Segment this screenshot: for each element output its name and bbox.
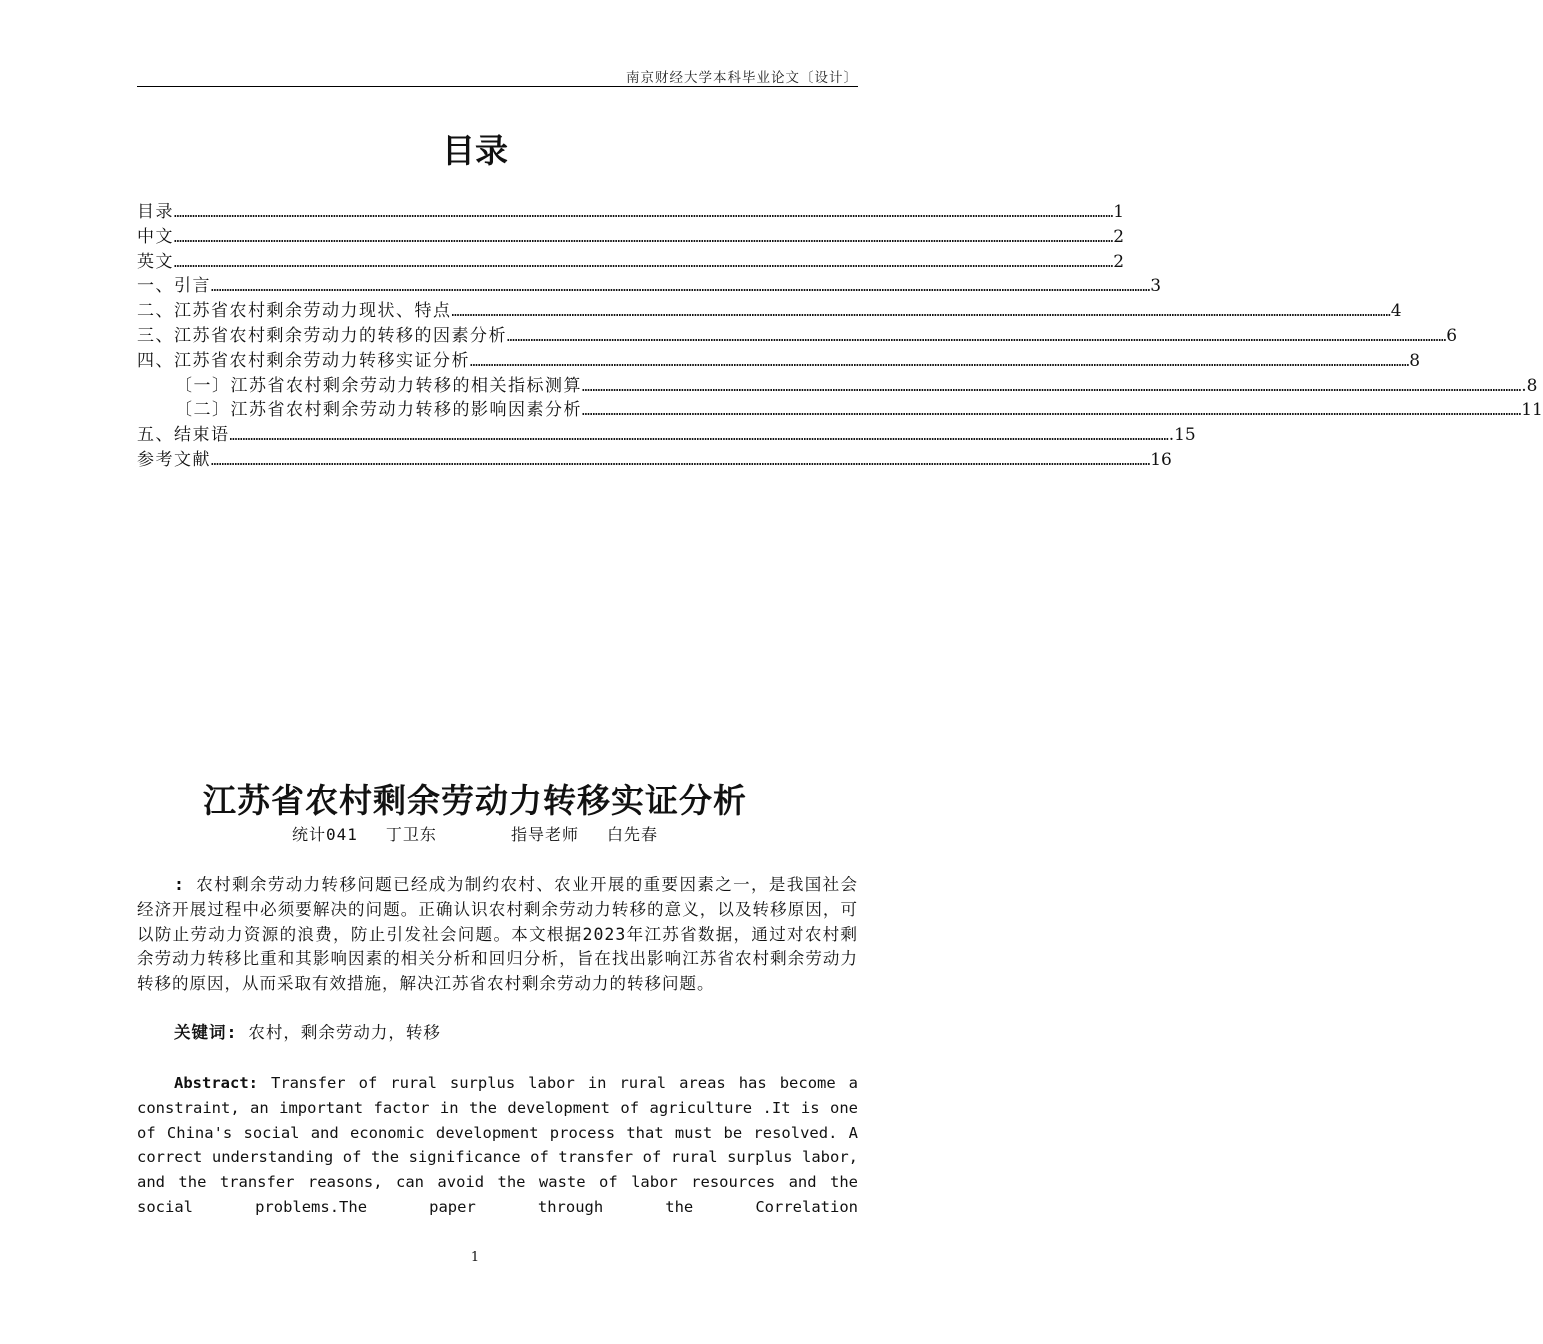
toc-entry-page: 8 (1409, 350, 1421, 371)
toc-leader-dots: ……………………………………………………………………………………………………………………………………………………………………………………………………………………………………………………………………………………………………………………………… (229, 429, 1169, 445)
toc-entry-page: 16 (1150, 449, 1172, 470)
toc-leader-dots: ……………………………………………………………………………………………………………………………………………………………………………………………………………………………………………………………………………………………………………………………… (211, 453, 1151, 469)
toc-entry[interactable] (137, 448, 1172, 473)
keywords-label: 关键词: (174, 1023, 238, 1042)
keywords-text: 农村，剩余劳动力，转移 (248, 1023, 441, 1042)
toc-leader-dots: ……………………………………………………………………………………………………………………………………………………………………………………………………………………………………………………………………………………………………………………………… (582, 379, 1522, 395)
advisor-name: 白先春 (606, 825, 658, 844)
toc-entry-label: 英文 (137, 251, 174, 272)
toc-entry-page: 4 (1390, 301, 1402, 322)
toc-leader-dots: ……………………………………………………………………………………………………………………………………………………………………………………………………………………………………………………………………………………………………………………………… (174, 230, 1114, 246)
toc-entry-page: 2 (1113, 251, 1125, 272)
toc-entry-page: 3 (1150, 276, 1162, 297)
toc-entry[interactable] (137, 274, 1162, 299)
table-of-contents (137, 200, 1543, 473)
toc-leader-dots: ……………………………………………………………………………………………………………………………………………………………………………………………………………………………………………………………………………………………………………………………… (582, 404, 1522, 420)
toc-entry-label: 五、结束语 (137, 425, 230, 446)
toc-entry-label: 三、江苏省农村剩余劳动力的转移的因素分析 (137, 325, 507, 346)
toc-entry-page: 6 (1446, 325, 1458, 346)
header-rule (137, 86, 858, 87)
abstract-cn-label: : (174, 875, 185, 894)
toc-leader-dots: ……………………………………………………………………………………………………………………………………………………………………………………………………………………………………………………………………………………………………………………………… (507, 329, 1447, 345)
toc-entry-page: 1 (1113, 202, 1125, 222)
toc-entry[interactable] (137, 250, 1125, 275)
toc-entry-label: 参考文献 (137, 449, 211, 470)
author-class: 统计041 (292, 825, 358, 844)
toc-entry-label: 中文 (137, 226, 174, 247)
paper-title: 江苏省农村剩余劳动力转移实证分析 (203, 781, 747, 820)
abstract-en-text: Transfer of rural surplus labor in rural areas has become a constraint, an important factor in the development of agriculture .It is one of China's social and economic development process that must be resolved. A correct understanding of the significance of transfer of rural surplus labor, and the transfer reasons, can avoid the waste of labor resources and the social problems.The paper through the Correlation (137, 1074, 858, 1216)
toc-entry[interactable] (137, 299, 1402, 324)
author-line (0, 822, 950, 845)
toc-leader-dots: ……………………………………………………………………………………………………………………………………………………………………………………………………………………………………………………………………………………………………………………………… (451, 305, 1391, 321)
toc-entry-page: .8 (1521, 375, 1538, 396)
toc-entry-label: 一、引言 (137, 276, 211, 297)
toc-entry-page: 2 (1113, 226, 1125, 247)
toc-entry[interactable] (137, 225, 1125, 250)
toc-entry-label: 目录 (137, 202, 174, 222)
page-number: 1 (470, 1250, 480, 1265)
toc-entry[interactable] (137, 398, 1543, 423)
running-header: 南京财经大学本科毕业论文〔设计〕 (626, 70, 858, 86)
abstract-chinese (137, 873, 858, 997)
toc-entry[interactable] (137, 324, 1458, 349)
toc-entry-page: 11 (1521, 400, 1543, 421)
toc-leader-dots: ……………………………………………………………………………………………………………………………………………………………………………………………………………………………………………………………………………………………………………………………… (174, 206, 1114, 221)
toc-entry-label: 〔二〕江苏省农村剩余劳动力转移的影响因素分析 (175, 400, 582, 421)
abstract-english (137, 1071, 858, 1220)
toc-entry[interactable] (137, 423, 1196, 448)
toc-entry[interactable] (137, 349, 1421, 374)
toc-title: 目录 (442, 131, 508, 170)
toc-leader-dots: ……………………………………………………………………………………………………………………………………………………………………………………………………………………………………………………………………………………………………………………………… (211, 280, 1151, 296)
advisor-label: 指导老师 (510, 825, 579, 844)
toc-entry[interactable] (137, 374, 1538, 399)
abstract-cn-text: 农村剩余劳动力转移问题已经成为制约农村、农业开展的重要因素之一，是我国社会经济开展过程中必须要解决的问题。正确认识农村剩余劳动力转移的意义，以及转移原因，可以防止劳动力资源的浪费，防止引发社会问题。本文根据2023年江苏省数据，通过对农村剩余劳动力转移比重和其影响因素的相关分析和回归分析，旨在找出影响江苏省农村剩余劳动力转移的原因，从而采取有效措施，解决江苏省农村剩余劳动力的转移问题。 (137, 875, 859, 994)
toc-leader-dots: ……………………………………………………………………………………………………………………………………………………………………………………………………………………………………………………………………………………………………………………………… (174, 255, 1114, 271)
abstract-en-label: Abstract: (174, 1074, 258, 1092)
toc-entry-label: 〔一〕江苏省农村剩余劳动力转移的相关指标测算 (175, 375, 582, 396)
toc-entry[interactable] (137, 200, 1125, 225)
author-name: 丁卫东 (385, 825, 437, 844)
toc-entry-page: .15 (1168, 425, 1196, 446)
toc-leader-dots: ……………………………………………………………………………………………………………………………………………………………………………………………………………………………………………………………………………………………………………………………… (470, 354, 1410, 370)
toc-entry-label: 二、江苏省农村剩余劳动力现状、特点 (137, 301, 452, 322)
keywords (174, 1021, 441, 1046)
toc-entry-label: 四、江苏省农村剩余劳动力转移实证分析 (137, 350, 470, 371)
